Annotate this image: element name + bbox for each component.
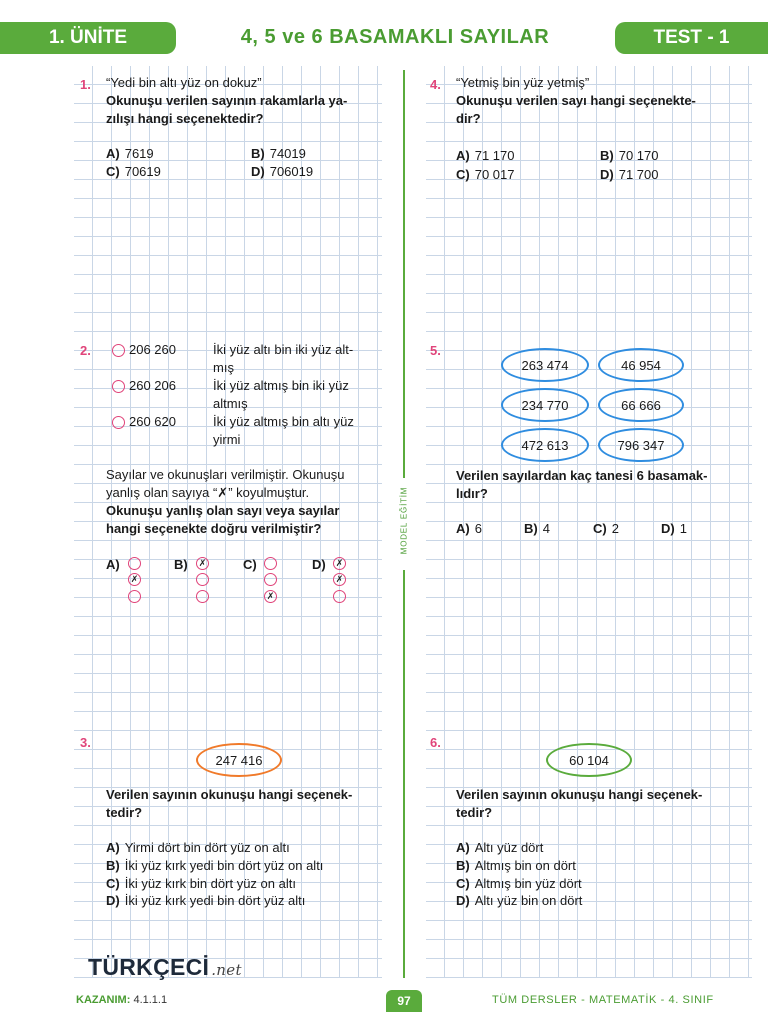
q2-d-circle-3: [333, 590, 346, 603]
q5-line2: lıdır?: [456, 486, 488, 501]
q2-row3-words-1: İki yüz altmış bin altı yüz: [213, 414, 354, 429]
q5-option-d[interactable]: D) 1: [661, 521, 687, 536]
q2-a-circle-2: ✗: [128, 573, 141, 586]
q3-number-oval: 247 416: [196, 743, 282, 777]
q5-option-b[interactable]: B) 4: [524, 521, 550, 536]
kazanim-label: KAZANIM:: [76, 994, 131, 1006]
q2-b-circle-2: [196, 573, 209, 586]
q5-option-c[interactable]: C) 2: [593, 521, 619, 536]
q2-c-circle-1: [264, 557, 277, 570]
q4-option-d[interactable]: D) 71 700: [600, 167, 659, 182]
q1-quote: “Yedi bin altı yüz on dokuz”: [106, 75, 262, 90]
q2-b-circle-3: [196, 590, 209, 603]
page-number: 97: [386, 990, 422, 1012]
q2-option-b[interactable]: B): [174, 557, 188, 572]
q3-option-c[interactable]: C) İki yüz kırk bin dört yüz on altı: [106, 876, 296, 891]
q2-row1-number: 206 260: [129, 342, 176, 357]
q2-row1-words-1: İki yüz altı bin iki yüz alt-: [213, 342, 354, 357]
footer-course: TÜM DERSLER - MATEMATİK - 4. SINIF: [492, 994, 714, 1006]
q3-line2: tedir?: [106, 805, 143, 820]
q4-line1: Okunuşu verilen sayı hangi seçenekte-: [456, 93, 696, 108]
q2-row1-circle: [112, 344, 125, 357]
q1-option-b[interactable]: B) 74019: [251, 146, 306, 161]
q5-option-a[interactable]: A) 6: [456, 521, 482, 536]
q3-option-d[interactable]: D) İki yüz kırk yedi bin dört yüz altı: [106, 893, 306, 908]
q4-option-a[interactable]: A) 71 170: [456, 148, 515, 163]
q5-number-oval-3: 234 770: [501, 388, 589, 422]
q5-number-oval-4: 66 666: [598, 388, 684, 422]
q2-number: 2.: [80, 343, 91, 358]
q6-option-a[interactable]: A) Altı yüz dört: [456, 840, 544, 855]
q4-number: 4.: [430, 77, 441, 92]
q2-row3-words-2: yirmi: [213, 432, 241, 447]
q3-number: 3.: [80, 735, 91, 750]
q1-option-d[interactable]: D) 706019: [251, 164, 314, 179]
q1-option-a[interactable]: A) 7619: [106, 146, 154, 161]
q5-line1: Verilen sayılardan kaç tanesi 6 basamak-: [456, 468, 708, 483]
q1-line2: zılışı hangi seçenektedir?: [106, 111, 264, 126]
q1-line1: Okunuşu verilen sayının rakamlarla ya-: [106, 93, 348, 108]
q6-number-oval: 60 104: [546, 743, 632, 777]
logo-text: TÜRKÇECİ: [88, 954, 210, 980]
q3-option-a[interactable]: A) Yirmi dört bin dört yüz on altı: [106, 840, 290, 855]
q4-quote: “Yetmiş bin yüz yetmiş”: [456, 75, 590, 90]
q2-row2-circle: [112, 380, 125, 393]
q2-option-c[interactable]: C): [243, 557, 257, 572]
q5-number: 5.: [430, 343, 441, 358]
q6-option-b[interactable]: B) Altmış bin on dört: [456, 858, 576, 873]
q1-option-c[interactable]: C) 70619: [106, 164, 161, 179]
q4-line2: dir?: [456, 111, 481, 126]
q2-d-circle-1: ✗: [333, 557, 346, 570]
q4-option-c[interactable]: C) 70 017: [456, 167, 515, 182]
side-label: MODEL EĞİTİM: [399, 486, 409, 555]
test-badge: TEST - 1: [615, 22, 768, 54]
q1-number: 1.: [80, 77, 91, 92]
q5-number-oval-2: 46 954: [598, 348, 684, 382]
q2-row2-number: 260 206: [129, 378, 176, 393]
q2-option-d[interactable]: D): [312, 557, 326, 572]
footer-kazanim: [76, 994, 167, 1006]
q2-row1-words-2: mış: [213, 360, 234, 375]
q2-a-circle-1: [128, 557, 141, 570]
q5-number-oval-5: 472 613: [501, 428, 589, 462]
q5-number-oval-6: 796 347: [598, 428, 684, 462]
q6-line2: tedir?: [456, 805, 493, 820]
q2-a-circle-3: [128, 590, 141, 603]
q2-c-circle-3: ✗: [264, 590, 277, 603]
q6-option-d[interactable]: D) Altı yüz bin on dört: [456, 893, 583, 908]
unit-badge: 1. ÜNİTE: [0, 22, 176, 54]
q5-number-oval-1: 263 474: [501, 348, 589, 382]
page-title: 4, 5 ve 6 BASAMAKLI SAYILAR: [240, 26, 550, 48]
publisher-logo: [88, 954, 242, 981]
q3-line1: Verilen sayının okunuşu hangi seçenek-: [106, 787, 353, 802]
q6-number: 6.: [430, 735, 441, 750]
q6-line1: Verilen sayının okunuşu hangi seçenek-: [456, 787, 703, 802]
q2-option-a[interactable]: A): [106, 557, 120, 572]
q2-d-circle-2: ✗: [333, 573, 346, 586]
q2-c-circle-2: [264, 573, 277, 586]
q2-b-circle-1: ✗: [196, 557, 209, 570]
q2-question-2: hangi seçenekte doğru verilmiştir?: [106, 521, 322, 536]
q2-stem-1: Sayılar ve okunuşları verilmiştir. Okunuşu: [106, 467, 345, 482]
q6-option-c[interactable]: C) Altmış bin yüz dört: [456, 876, 582, 891]
q2-row3-number: 260 620: [129, 414, 176, 429]
q2-row2-words-2: altmış: [213, 396, 248, 411]
q2-stem-2: yanlış olan sayıya “✗” koyulmuştur.: [106, 485, 310, 500]
q2-question-1: Okunuşu yanlış olan sayı veya sayılar: [106, 503, 340, 518]
side-label-box: [396, 478, 412, 570]
q3-option-b[interactable]: B) İki yüz kırk yedi bin dört yüz on altı: [106, 858, 324, 873]
q4-option-b[interactable]: B) 70 170: [600, 148, 659, 163]
q2-row3-circle: [112, 416, 125, 429]
q2-row2-words-1: İki yüz altmış bin iki yüz: [213, 378, 349, 393]
kazanim-value: 4.1.1.1: [133, 994, 168, 1006]
logo-suffix: .net: [211, 961, 242, 979]
